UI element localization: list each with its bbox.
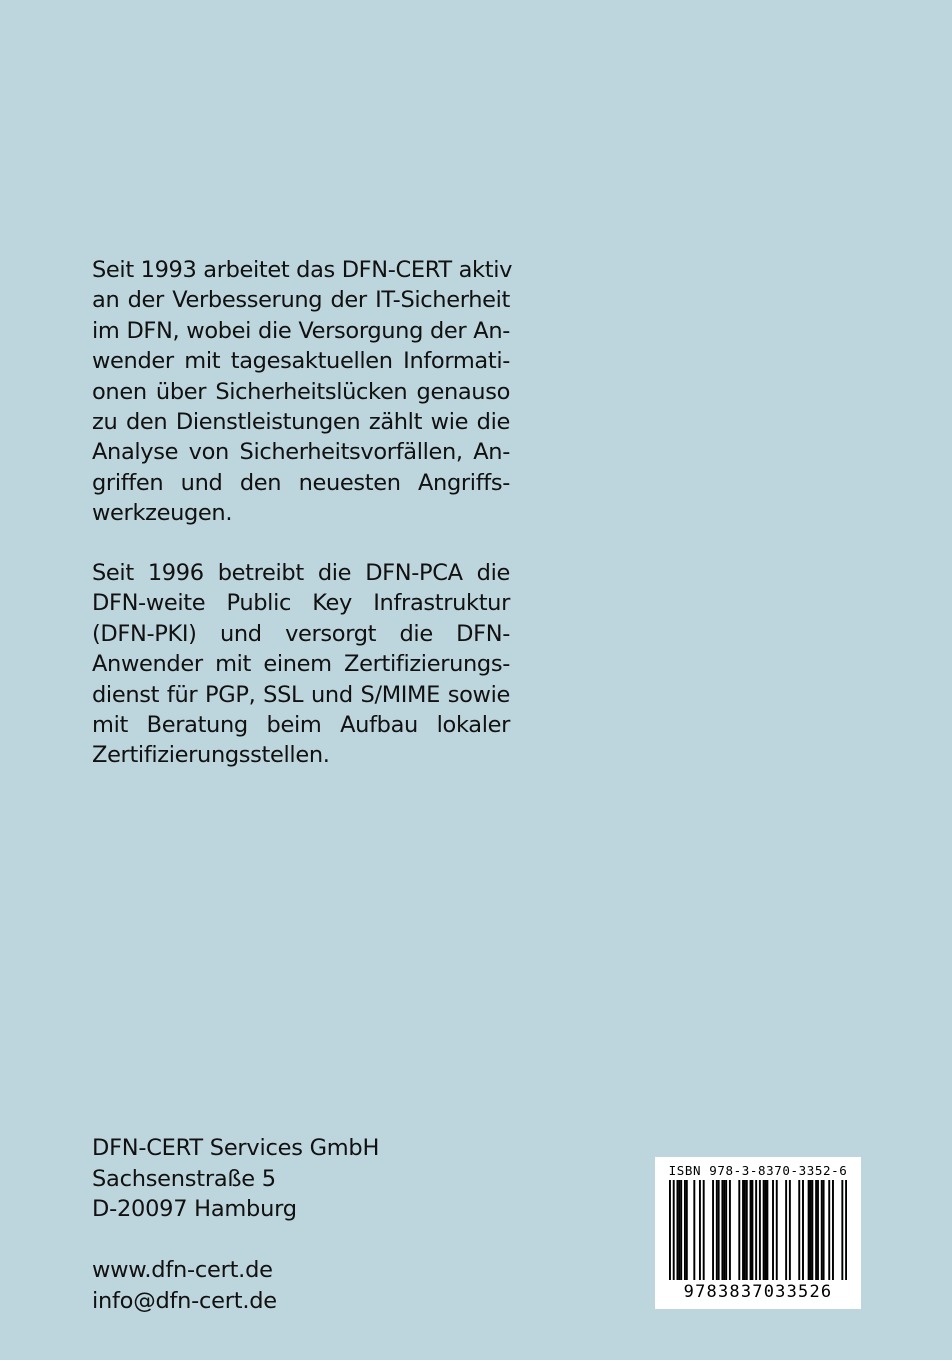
barcode-bar [718,1180,720,1280]
barcode-bar [821,1180,823,1280]
barcode-bar [673,1180,675,1280]
street-address: Sachsenstraße 5 [92,1165,276,1192]
publisher-contact [92,1255,277,1316]
email-link[interactable]: info@dfn-cert.de [92,1287,277,1314]
paragraph-line: DFN-weite Public Key Infrastruktur [92,590,510,617]
barcode-bar [742,1180,744,1280]
barcode-bar [785,1180,787,1280]
barcode-bars [669,1180,847,1280]
barcode-bar [772,1180,774,1280]
barcode-bar [815,1180,817,1280]
barcode-bar [716,1180,718,1280]
barcode-bar [750,1180,752,1280]
barcode-bar [789,1180,791,1280]
description-paragraph-2 [92,558,510,771]
isbn-barcode [655,1157,861,1309]
paragraph-line: an der Verbesserung der IT-Sicherheit [92,287,510,314]
barcode-bar [776,1180,778,1280]
description-paragraph-1 [92,255,513,529]
paragraph-line: Zertifizierungsstellen. [92,742,330,769]
paragraph-line: griffen und den neuesten Angriffs- [92,469,510,496]
barcode-bar [763,1180,765,1280]
city-address: D-20097 Hamburg [92,1196,297,1222]
barcode-bar [703,1180,705,1280]
barcode-bar [680,1180,682,1280]
paragraph-line: Seit 1993 arbeitet das DFN-CERT aktiv [92,257,513,283]
barcode-bar [744,1180,746,1280]
barcode-bar [725,1180,727,1280]
isbn-label: ISBN 978-3-8370-3352-6 [668,1163,848,1178]
barcode-bar [684,1180,686,1280]
barcode-bar [832,1180,834,1280]
barcode-bar [828,1180,830,1280]
barcode-bar [765,1180,767,1280]
publisher-address [92,1133,379,1225]
paragraph-line: werkzeugen. [92,500,233,527]
barcode-bar [669,1180,671,1280]
barcode-bar [693,1180,695,1280]
paragraph-line: onen über Sicherheitslücken genauso [92,378,510,405]
barcode-bar [729,1180,731,1280]
barcode-bar [766,1180,768,1280]
barcode-bar [759,1180,761,1280]
paragraph-line: dienst für PGP, SSL und S/MIME sowie [92,681,510,708]
barcode-bar [817,1180,819,1280]
paragraph-line: Seit 1996 betreibt die DFN-PCA die [92,560,510,586]
barcode-bar [676,1180,678,1280]
company-name: DFN-CERT Services GmbH [92,1135,380,1161]
paragraph-line: (DFN-PKI) und versorgt die DFN- [92,620,510,647]
barcode-bar [811,1180,813,1280]
barcode-bar [810,1180,812,1280]
barcode-bar [802,1180,804,1280]
barcode-bar [699,1180,701,1280]
barcode-bar [751,1180,753,1280]
paragraph-line: zu den Dienstleistungen zählt wie die [92,409,510,436]
barcode-bar [808,1180,810,1280]
barcode-bar [738,1180,740,1280]
barcode-bar [823,1180,825,1280]
barcode-bar [721,1180,723,1280]
barcode-bar [755,1180,757,1280]
ean-number: 9783837033526 [683,1282,833,1302]
paragraph-line: mit Beratung beim Aufbau lokaler [92,712,510,739]
barcode-bar [841,1180,843,1280]
barcode-bar [686,1180,688,1280]
paragraph-line: im DFN, wobei die Versorgung der An- [92,317,510,344]
barcode-bar [712,1180,714,1280]
paragraph-line: wender mit tagesaktuellen Informati- [92,348,510,375]
website-link[interactable]: www.dfn-cert.de [92,1257,273,1283]
barcode-bar [678,1180,680,1280]
barcode-bar [723,1180,725,1280]
barcode-bar [746,1180,748,1280]
barcode-bar [845,1180,847,1280]
barcode-bar [798,1180,800,1280]
paragraph-line: Anwender mit einem Zertifizierungs- [92,651,510,678]
paragraph-line: Analyse von Sicherheitsvorfällen, An- [92,439,510,466]
